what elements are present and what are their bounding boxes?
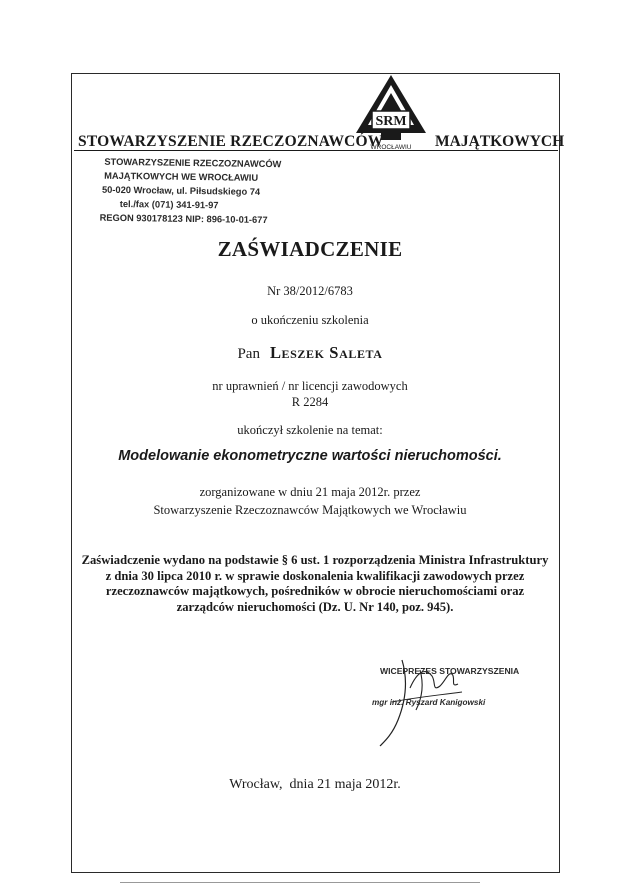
stamp-line: STOWARZYSZENIE RZECZOZNAWCÓW: [104, 156, 282, 170]
stamp-line: REGON 930178123 NIP: 896-10-01-677: [99, 212, 268, 226]
logo-text: SRM: [375, 114, 407, 129]
completed-text: ukończył szkolenie na temat:: [237, 423, 383, 437]
signature-stamp-title: WICEPREZES STOWARZYSZENIA: [380, 666, 520, 676]
legal-basis-line: Zaświadczenie wydano na podstawie § 6 ust. 1 rozporządzenia Ministra Infrastruktury: [81, 553, 549, 567]
legal-basis-line: rzeczoznawców majątkowych, pośredników w obrocie nieruchomościami oraz: [105, 584, 525, 598]
recipient-line: [0, 343, 620, 363]
bottom-rule: [120, 882, 480, 883]
legal-basis: [76, 553, 554, 615]
organization-stamp: [100, 155, 291, 228]
header-rule: [74, 150, 558, 151]
signatory-name: mgr inż. Ryszard Kanigowski: [372, 698, 486, 707]
license-number: R 2284: [291, 395, 329, 409]
training-topic: Modelowanie ekonometryczne wartości nieruchomości.: [118, 448, 502, 464]
stamp-line: 50-020 Wrocław, ul. Piłsudskiego 74: [101, 184, 261, 197]
recipient-name: Leszek Saleta: [269, 343, 383, 362]
legal-basis-line: zarządców nieruchomości (Dz. U. Nr 140, poz. 945).: [176, 599, 454, 614]
org-name-right: MAJĄTKOWYCH: [435, 133, 565, 150]
place-and-date: Wrocław, dnia 21 maja 2012r.: [229, 777, 401, 792]
org-name-left: STOWARZYSZENIE RZECZOZNAWCÓW: [78, 133, 384, 150]
logo-city: WROCŁAWIU: [370, 144, 412, 151]
organizer-name: Stowarzyszenie Rzeczoznawców Majątkowych we Wrocławiu: [153, 503, 467, 517]
certificate-subtitle: o ukończeniu szkolenia: [251, 313, 369, 327]
organized-text: zorganizowane w dniu 21 maja 2012r. przez: [199, 485, 421, 499]
stamp-line: tel./fax (071) 341-91-97: [119, 198, 219, 211]
salutation: Pan: [237, 346, 260, 362]
license-label: nr uprawnień / nr licencji zawodowych: [212, 379, 408, 393]
certificate-number: Nr 38/2012/6783: [267, 284, 353, 298]
legal-basis-line: z dnia 30 lipca 2010 r. w sprawie doskonalenia kwalifikacji zawodowych przez: [105, 568, 525, 583]
handwritten-signature: [362, 640, 512, 750]
certificate-title: ZAŚWIADCZENIE: [217, 237, 403, 261]
stamp-line: MAJĄTKOWYCH WE WROCŁAWIU: [104, 170, 259, 183]
